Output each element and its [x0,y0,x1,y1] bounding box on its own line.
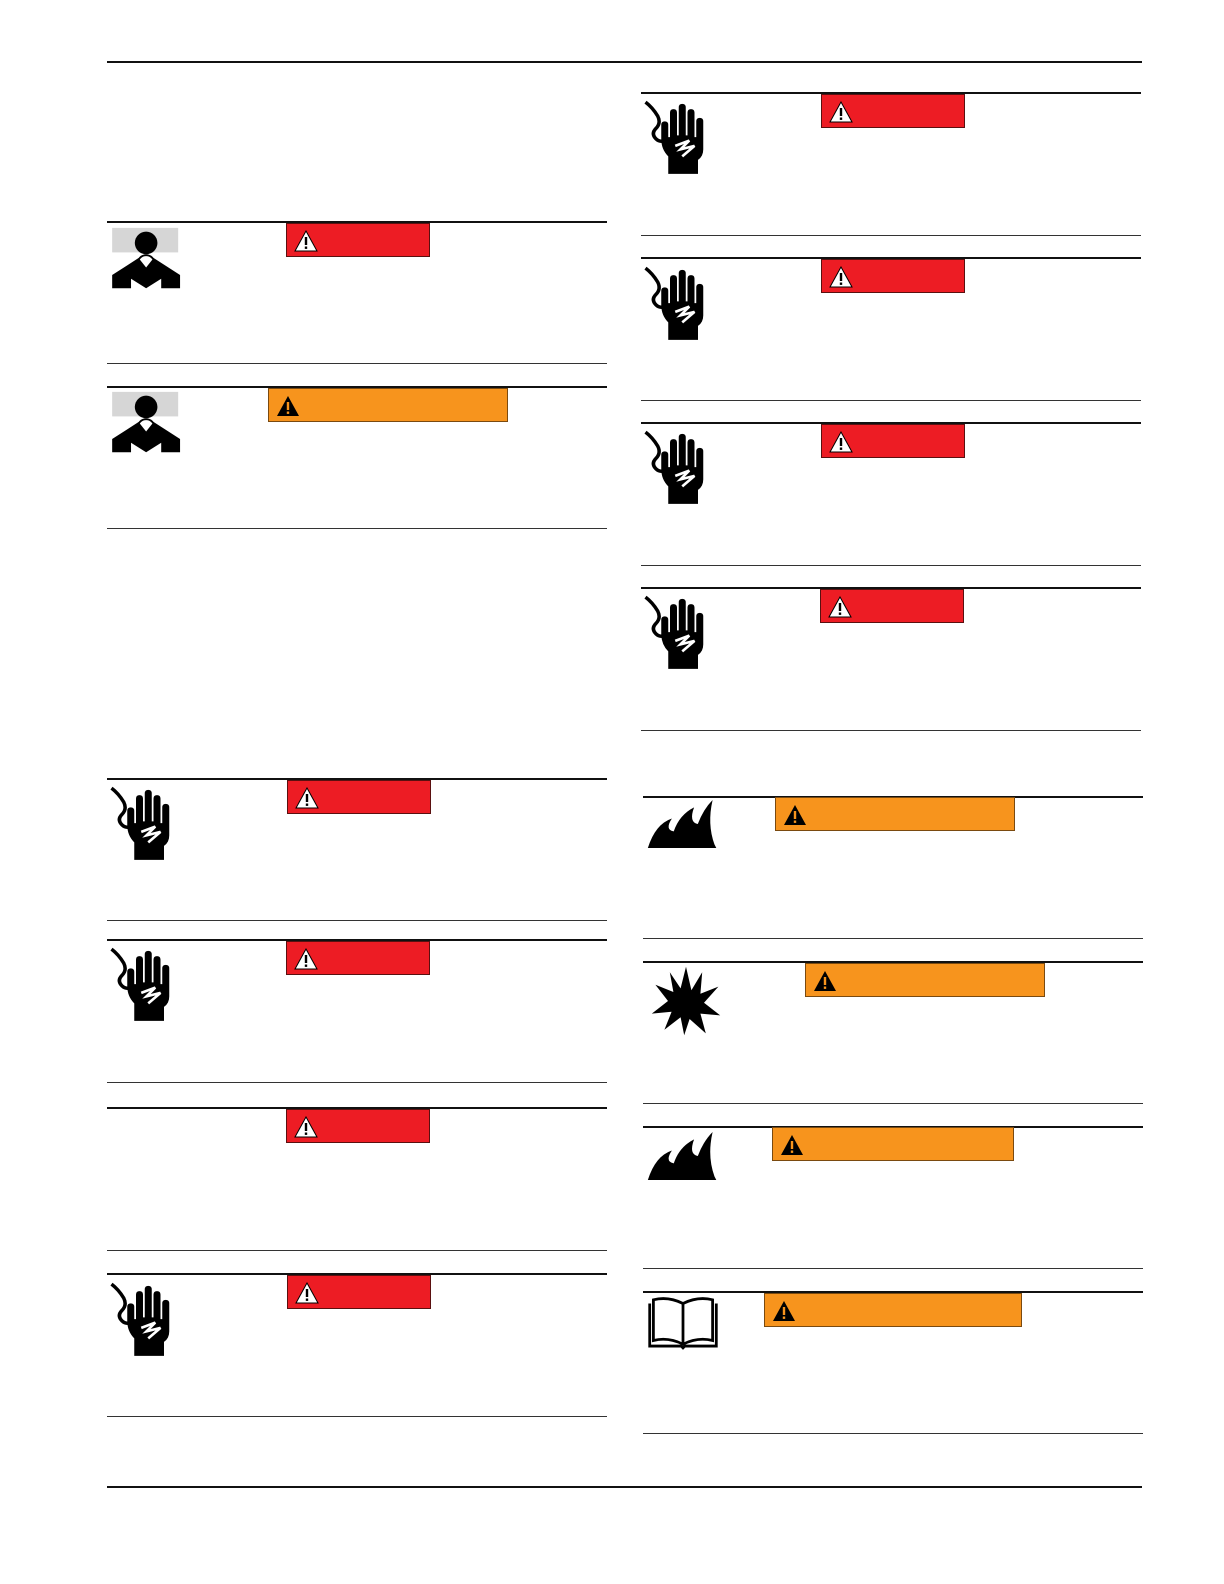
electric-shock-hand-icon [108,941,178,1029]
alert-triangle-icon [771,1300,797,1322]
warning-signal-badge [772,1127,1014,1161]
panel-bottom-rule [643,1433,1143,1434]
alert-triangle-icon [293,1116,319,1138]
warning-signal-badge [268,388,508,422]
alert-triangle-icon [779,1134,805,1156]
panel-bottom-rule [643,938,1143,939]
alert-triangle-icon [294,787,320,809]
danger-signal-badge [287,1275,431,1309]
electric-shock-hand-icon [108,1276,178,1364]
warning-signal-badge [775,797,1015,831]
panel-bottom-rule [641,235,1141,236]
alert-triangle-icon [293,948,319,970]
electric-shock-hand-icon [642,424,712,512]
electric-shock-hand-icon [642,260,712,348]
toxic-fumes-icon [110,226,186,292]
danger-signal-badge [821,94,965,128]
danger-signal-badge [821,424,965,458]
alert-triangle-icon [293,230,319,252]
danger-signal-badge [821,259,965,293]
electric-shock-hand-icon [642,589,712,677]
danger-signal-badge [286,941,430,975]
panel-bottom-rule [107,1250,607,1251]
panel-bottom-rule [107,1416,607,1417]
danger-signal-badge [820,589,964,623]
panel-bottom-rule [643,1103,1143,1104]
alert-triangle-icon [828,431,854,453]
explosion-icon [650,964,722,1038]
alert-triangle-icon [275,395,301,417]
alert-triangle-icon [812,970,838,992]
panel-bottom-rule [641,400,1141,401]
top-rule [107,61,1142,63]
panel-bottom-rule [643,1268,1143,1269]
danger-signal-badge [287,780,431,814]
warning-signal-badge [764,1293,1022,1327]
alert-triangle-icon [828,266,854,288]
bottom-rule [107,1486,1142,1488]
alert-triangle-icon [294,1282,320,1304]
toxic-fumes-icon [110,390,186,456]
panel-bottom-rule [641,565,1141,566]
panel-bottom-rule [107,363,607,364]
fire-flame-icon [646,1128,720,1184]
alert-triangle-icon [782,804,808,826]
fire-flame-icon [646,796,720,852]
danger-signal-badge [286,223,430,257]
alert-triangle-icon [828,101,854,123]
electric-shock-hand-icon [642,94,712,182]
panel-bottom-rule [107,528,607,529]
read-manual-book-icon [646,1294,720,1350]
danger-signal-badge [286,1109,430,1143]
electric-shock-hand-icon [108,780,178,868]
alert-triangle-icon [827,596,853,618]
warning-signal-badge [805,963,1045,997]
panel-bottom-rule [107,920,607,921]
panel-bottom-rule [107,1082,607,1083]
panel-bottom-rule [641,730,1141,731]
